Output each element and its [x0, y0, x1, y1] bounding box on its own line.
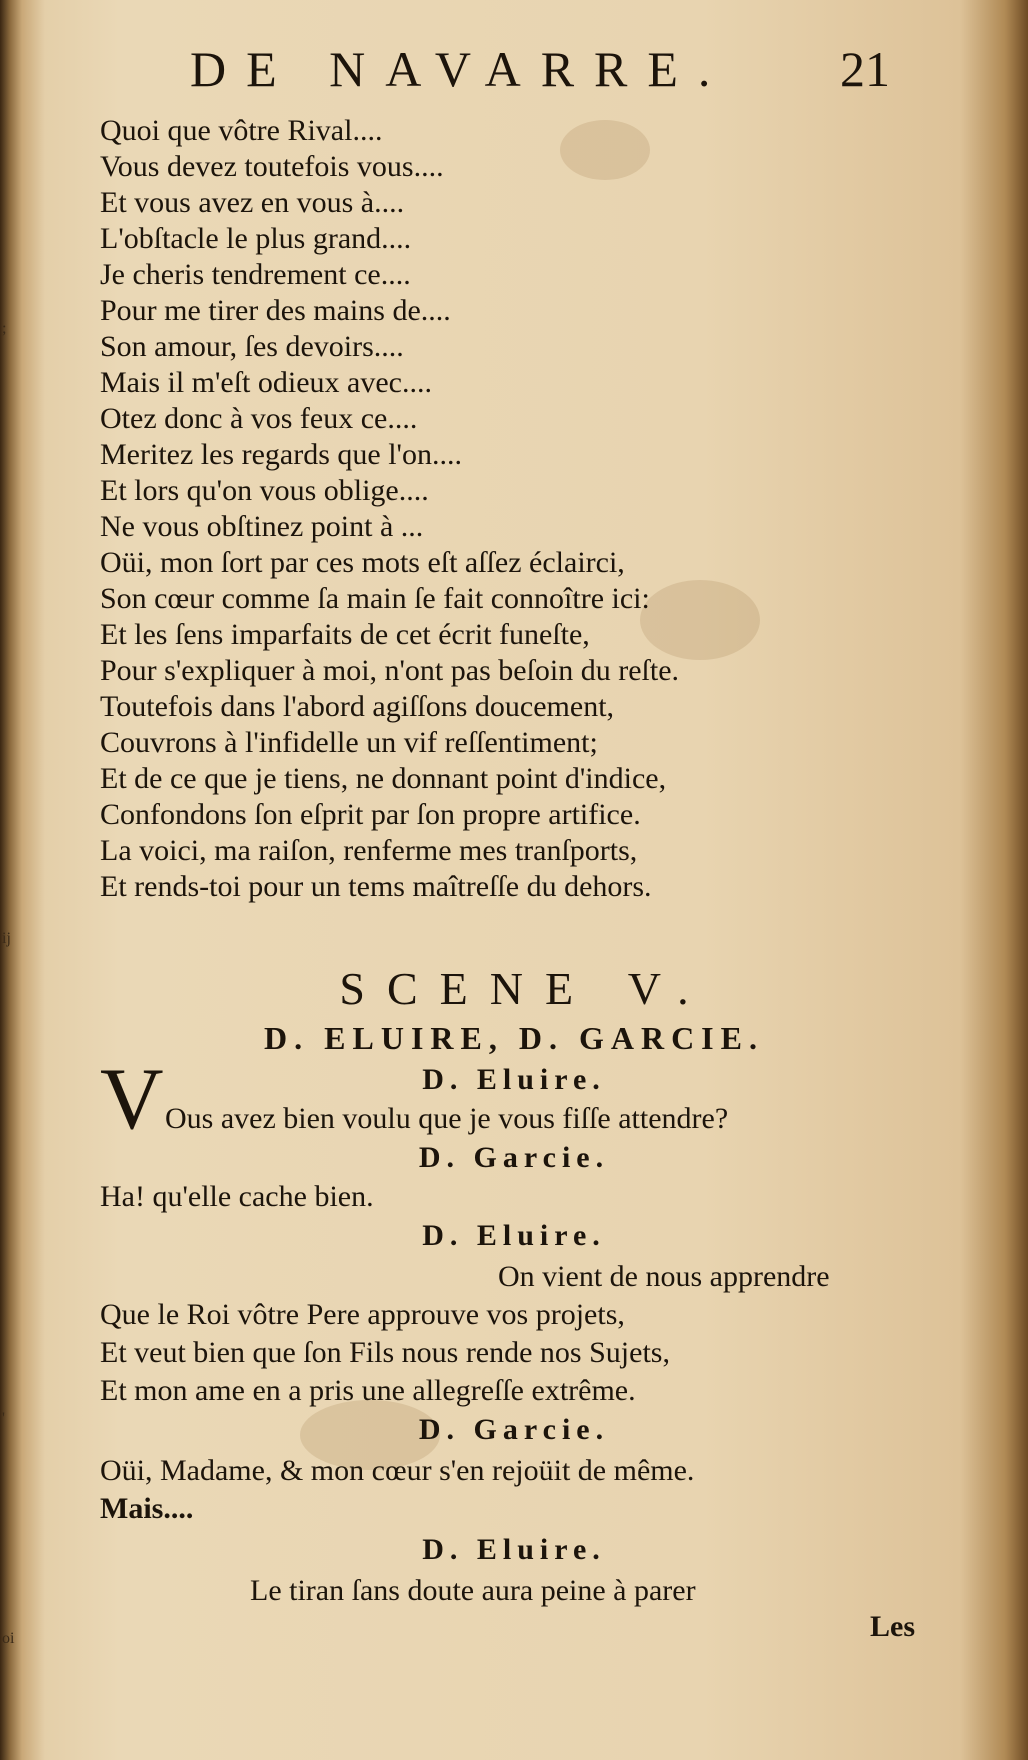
verse-line: Meritez les regards que l'on....: [100, 438, 462, 471]
speaker-garcie: D. Garcie.: [418, 1141, 610, 1174]
verse-line: Et rends-toi pour un tems maîtreſſe du dehors.: [100, 870, 652, 903]
verse-line: Son amour, ſes devoirs....: [100, 330, 404, 363]
verse-line: Et lors qu'on vous oblige....: [100, 474, 429, 507]
verse-line: Je cheris tendrement ce....: [100, 258, 411, 291]
verse-line: Et de ce que je tiens, ne donnant point d'indice,: [100, 762, 667, 795]
dialogue-line: Oüi, Madame, & mon cœur s'en rejoüit de même.: [100, 1454, 695, 1487]
dialogue-line: Le tiran ſans doute aura peine à parer: [250, 1574, 696, 1607]
verse-line: Otez donc à vos feux ce....: [100, 402, 418, 435]
paper-stain: [640, 580, 760, 660]
dialogue-line: Ha! qu'elle cache bien.: [100, 1180, 374, 1213]
dialogue-line: Que le Roi vôtre Pere approuve vos projets,: [100, 1298, 625, 1331]
verse-line: Pour me tirer des mains de....: [100, 294, 451, 327]
speaker-eluire: D. Eluire.: [422, 1533, 606, 1566]
scene-heading: SCENE V.: [339, 963, 711, 1014]
verse-line: Pour s'expliquer à moi, n'ont pas beſoin du reſte.: [100, 654, 680, 687]
verse-line: Son cœur comme ſa main ſe fait connoître ici:: [100, 582, 650, 615]
dialogue-line: Et veut bien que ſon Fils nous rende nos Sujets,: [100, 1336, 670, 1369]
verse-line: Confondons ſon eſprit par ſon propre artifice.: [100, 798, 641, 831]
dialogue-line: Ous avez bien voulu que je vous fiſſe attendre?: [165, 1102, 729, 1135]
verse-line: Vous devez toutefois vous....: [100, 150, 444, 183]
verse-line: Couvrons à l'infidelle un vif reſſentiment;: [100, 726, 598, 759]
dialogue-line: Mais....: [100, 1492, 194, 1525]
paper-stain: [560, 120, 650, 180]
margin-bleed-mark: ;: [2, 320, 7, 337]
margin-bleed-mark: ': [2, 1410, 5, 1427]
verse-line: Quoi que vôtre Rival....: [100, 114, 383, 147]
margin-bleed-mark: oi: [2, 1630, 15, 1647]
margin-bleed-mark: ij: [2, 930, 11, 947]
page-number: 21: [840, 41, 890, 97]
verse-line: Et vous avez en vous à....: [100, 186, 405, 219]
verse-line: Toutefois dans l'abord agiſſons doucement,: [100, 690, 615, 723]
verse-line: Ne vous obſtinez point à ...: [100, 510, 424, 543]
verse-line: Mais il m'eſt odieux avec....: [100, 366, 432, 399]
verse-line: L'obſtacle le plus grand....: [100, 222, 412, 255]
speaker-garcie: D. Garcie.: [418, 1413, 610, 1446]
catchword: Les: [870, 1610, 915, 1643]
dialogue-line: Et mon ame en a pris une allegreſſe extrême.: [100, 1374, 636, 1407]
verse-line: Oüi, mon ſort par ces mots eſt aſſez éclairci,: [100, 546, 625, 579]
dialogue-line: On vient de nous apprendre: [498, 1260, 830, 1293]
scene-characters: D. ELUIRE, D. GARCIE.: [264, 1020, 764, 1056]
page-header: [190, 40, 910, 110]
verse-line: La voici, ma raiſon, renferme mes tranſports,: [100, 834, 638, 867]
verse-line: Et les ſens imparfaits de cet écrit funeſte,: [100, 618, 590, 651]
speaker-eluire: D. Eluire.: [422, 1219, 606, 1252]
drop-initial: V: [100, 1051, 164, 1148]
running-title: DE NAVARRE.: [190, 41, 731, 97]
speaker-eluire: D. Eluire.: [422, 1063, 606, 1096]
